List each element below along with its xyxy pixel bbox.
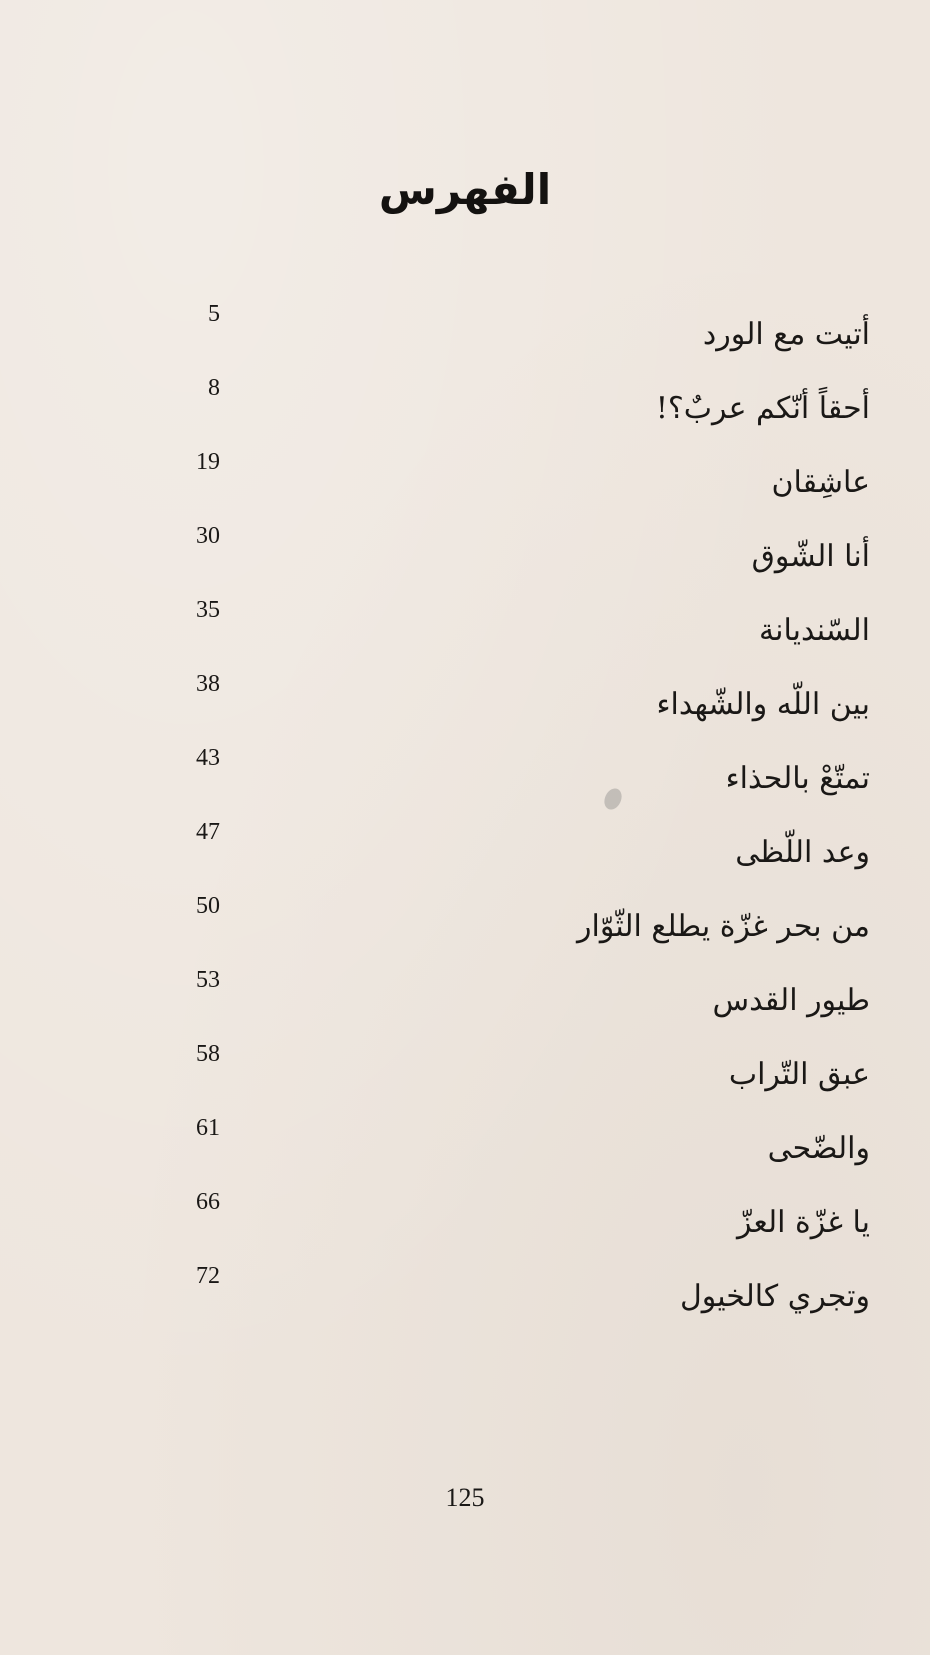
page-title: الفهرس	[378, 165, 552, 214]
toc-page-number: 50	[196, 893, 220, 919]
toc-title: عاشِقان	[771, 465, 870, 500]
toc-entry	[140, 819, 870, 897]
toc-title: والضّحى	[767, 1131, 870, 1166]
toc-page-number: 66	[196, 1189, 220, 1215]
toc-entry	[140, 1189, 870, 1267]
page-folio: 125	[445, 1483, 485, 1512]
toc-title: وتجري كالخيول	[679, 1279, 870, 1314]
toc-entry	[140, 967, 870, 1045]
toc-title: تمتّعْ بالحذاء	[725, 761, 870, 796]
toc-title: أتيت مع الورد	[702, 317, 870, 352]
toc-entry	[140, 375, 870, 453]
toc-entry	[140, 449, 870, 527]
toc-entry	[140, 597, 870, 675]
toc-page-number: 61	[196, 1115, 220, 1141]
toc-title: يا غزّة العزّ	[736, 1205, 870, 1240]
toc-page-number: 72	[196, 1263, 220, 1289]
toc-page-number: 43	[196, 745, 220, 771]
toc-entry	[140, 893, 870, 971]
toc-page-number: 8	[208, 375, 220, 401]
toc-title: وعد اللّظى	[735, 835, 870, 870]
toc-entry	[140, 1041, 870, 1119]
toc-entry	[140, 1263, 870, 1341]
toc-title: عبق التّراب	[728, 1057, 870, 1092]
toc-page-number: 35	[196, 597, 220, 623]
toc-page-number: 5	[208, 301, 220, 327]
toc-page-number: 30	[196, 523, 220, 549]
toc-title: من بحر غزّة يطلع الثّوّار	[577, 909, 870, 944]
toc-entry	[140, 523, 870, 601]
toc-entry	[140, 745, 870, 823]
toc-title: طيور القدس	[712, 983, 870, 1018]
toc-entry	[140, 671, 870, 749]
toc-title: أنا الشّوق	[751, 539, 870, 574]
toc-page-number: 53	[196, 967, 220, 993]
toc-page-number: 19	[196, 449, 220, 475]
toc-page-number: 58	[196, 1041, 220, 1067]
table-of-contents	[140, 301, 870, 1341]
toc-title: بين اللّه والشّهداء	[656, 687, 870, 722]
toc-entry	[140, 1115, 870, 1193]
toc-entry	[140, 301, 870, 379]
toc-page-number: 38	[196, 671, 220, 697]
toc-page-number: 47	[196, 819, 220, 845]
toc-title: السّنديانة	[759, 613, 870, 648]
toc-title: أحقاً أنّكم عربٌ؟!	[655, 391, 870, 426]
